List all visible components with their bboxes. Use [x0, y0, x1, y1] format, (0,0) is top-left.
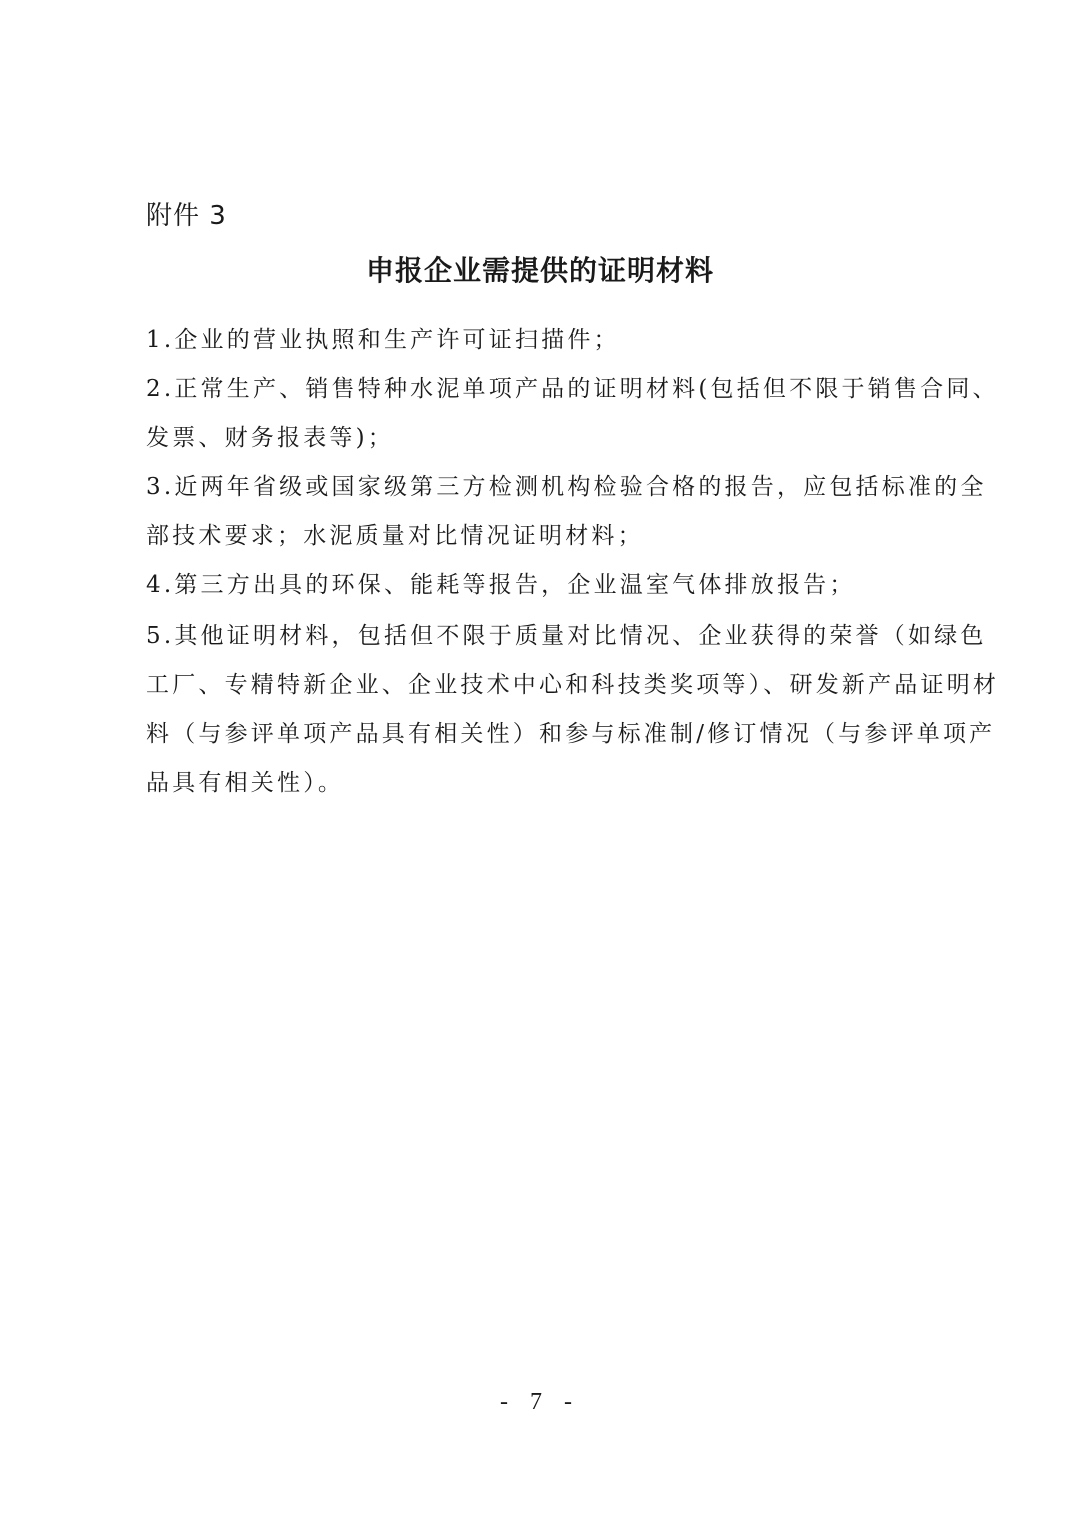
attachment-label: 附件 3	[146, 201, 227, 231]
list-item-3-line-2: 部技术要求；水泥质量对比情况证明材料；	[146, 523, 644, 549]
list-item-4-line-1: 4.第三方出具的环保、能耗等报告，企业温室气体排放报告；	[146, 572, 856, 598]
list-item-2-line-2: 发票、财务报表等)；	[146, 425, 394, 451]
document-title: 申报企业需提供的证明材料	[365, 254, 714, 287]
list-item-3-line-1: 3.近两年省级或国家级第三方检测机构检验合格的报告，应包括标准的全	[146, 474, 987, 500]
list-item-1-line-1: 1.企业的营业执照和生产许可证扫描件；	[146, 327, 620, 353]
list-item-2-line-1: 2.正常生产、销售特种水泥单项产品的证明材料(包括但不限于销售合同、	[146, 376, 999, 402]
list-item-5-line-1: 5.其他证明材料，包括但不限于质量对比情况、企业获得的荣誉（如绿色	[146, 623, 987, 649]
list-item-5-line-2: 工厂、专精特新企业、企业技术中心和科技类奖项等）、研发新产品证明材	[146, 672, 1000, 698]
page-number: - 7 -	[500, 1389, 580, 1415]
list-item-5-line-3: 料（与参评单项产品具有相关性）和参与标准制/修订情况（与参评单项产	[146, 721, 996, 747]
list-item-5-line-4: 品具有相关性）。	[146, 770, 345, 796]
